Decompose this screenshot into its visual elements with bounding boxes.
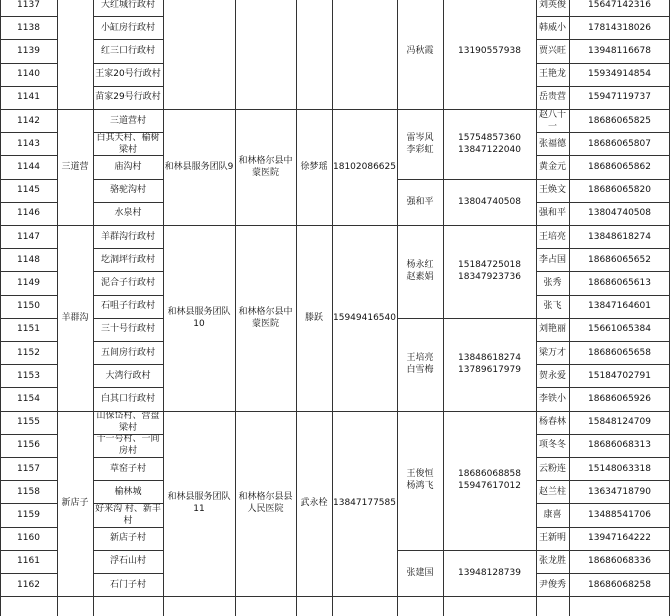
village-leader-phone: 15848124709 — [588, 417, 651, 428]
table-hline — [93, 16, 163, 17]
village-leader: 贾兴旺 — [538, 45, 566, 56]
member-phones: 15754857360 13847122040 — [458, 132, 521, 155]
village-name: 圪洞坪行政村 — [100, 254, 155, 265]
table-hline — [93, 225, 163, 226]
village-leader-phone: 18686065820 — [588, 185, 651, 196]
village-name: 浮石山村 — [109, 556, 146, 567]
village-leader-phone: 17814318026 — [588, 22, 651, 33]
table-hline — [536, 295, 670, 296]
village-name: 红三口行政村 — [100, 45, 155, 56]
table-hline — [536, 364, 670, 365]
row-number: 1151 — [17, 324, 40, 335]
row-number: 1137 — [17, 0, 40, 10]
member-names: 张建国 — [406, 567, 434, 578]
village-leader: 王焕文 — [538, 185, 566, 196]
table-hline — [536, 411, 670, 412]
village-leader: 张龙胜 — [538, 556, 566, 567]
service-team: 和林县服务团队9 — [164, 162, 234, 172]
village-leader: 强和平 — [538, 208, 566, 219]
service-team: 和林县服务团队 11 — [167, 492, 231, 515]
town-name: 羊群沟 — [61, 312, 89, 323]
village-leader-phone: 13634718790 — [588, 486, 651, 497]
village-name: 五间房行政村 — [100, 347, 155, 358]
table-hline — [536, 341, 670, 342]
village-name: 羊群沟行政村 — [100, 231, 155, 242]
village-leader: 刘艳丽 — [538, 324, 566, 335]
member-names: 王培亮 白雪梅 — [406, 353, 434, 376]
row-number: 1141 — [17, 92, 40, 103]
member-names: 冯秋霞 — [406, 46, 434, 56]
village-leader-phone: 18686065807 — [588, 138, 651, 149]
table-hline — [536, 179, 670, 180]
row-number: 1159 — [17, 509, 40, 520]
member-names: 杨永红 赵素娟 — [406, 260, 434, 283]
table-hline — [57, 109, 93, 110]
row-number: 1145 — [17, 185, 40, 196]
village-leader-phone: 18686065926 — [588, 393, 651, 404]
doctor-phone: 15949416540 — [333, 312, 396, 323]
table-hline — [536, 202, 670, 203]
row-number: 1162 — [17, 579, 40, 590]
table-hline — [536, 109, 670, 110]
table-hline — [397, 179, 536, 180]
table-vline — [0, 0, 1, 616]
village-leader: 杨春林 — [538, 417, 566, 428]
village-leader-phone: 18686068313 — [588, 440, 651, 451]
village-leader-phone: 15647142316 — [588, 0, 651, 10]
village-leader-phone: 18686065825 — [588, 115, 651, 126]
table-hline — [536, 132, 670, 133]
row-number: 1156 — [17, 440, 40, 451]
table-hline — [93, 527, 163, 528]
row-number: 1142 — [17, 115, 40, 126]
village-leader-phone: 18686065862 — [588, 161, 651, 172]
table-hline — [0, 550, 57, 551]
table-hline — [536, 434, 670, 435]
table-hline — [536, 16, 670, 17]
village-leader: 王新明 — [538, 533, 566, 544]
village-leader-phone: 18686065658 — [588, 347, 651, 358]
table-hline — [397, 225, 536, 226]
member-phones: 15184725018 18347923736 — [458, 260, 521, 283]
table-hline — [536, 550, 670, 551]
row-number: 1148 — [17, 254, 40, 265]
village-leader-phone: 15934914854 — [588, 69, 651, 80]
village-leader: 岳贵营 — [538, 92, 566, 103]
village-leader-phone: 15148063318 — [588, 463, 651, 474]
hospital-name — [235, 0, 296, 109]
table-vline — [296, 0, 297, 616]
village-leader: 王艳龙 — [538, 69, 566, 80]
village-leader-phone: 18686065652 — [588, 254, 651, 265]
table-hline — [0, 86, 57, 87]
table-hline — [0, 411, 57, 412]
village-name: 十一号村、一间 房村 — [96, 434, 160, 457]
village-name: 好来沟 村、新丰 村 — [95, 503, 161, 526]
village-name: 三十号行政村 — [100, 324, 155, 335]
member-names: 强和平 — [406, 196, 434, 207]
table-hline — [0, 480, 57, 481]
table-vline — [332, 0, 333, 616]
table-hline — [163, 225, 397, 226]
table-hline — [93, 411, 163, 412]
table-hline — [93, 457, 163, 458]
table-hline — [0, 527, 57, 528]
table-hline — [0, 109, 57, 110]
table-hline — [0, 63, 57, 64]
village-name: 石门子村 — [109, 579, 146, 590]
table-hline — [0, 596, 57, 597]
row-number: 1143 — [17, 138, 40, 149]
doctor-name: 徐梦瑶 — [300, 162, 328, 172]
village-leader: 贺永爱 — [538, 370, 566, 381]
row-number: 1152 — [17, 347, 40, 358]
row-number: 1150 — [17, 301, 40, 312]
row-number: 1153 — [17, 370, 40, 381]
table-hline — [57, 411, 93, 412]
row-number: 1140 — [17, 69, 40, 80]
table-hline — [536, 503, 670, 504]
table-hline — [93, 596, 163, 597]
table-hline — [536, 225, 670, 226]
table-hline — [0, 155, 57, 156]
table-hline — [0, 132, 57, 133]
village-leader-phone: 13948116678 — [588, 45, 651, 56]
village-name: 草窑子村 — [109, 463, 146, 474]
row-number: 1158 — [17, 486, 40, 497]
village-name: 庙沟村 — [114, 161, 142, 172]
village-leader: 李占国 — [538, 254, 566, 265]
table-hline — [0, 39, 57, 40]
row-number: 1144 — [17, 161, 40, 172]
village-name: 榆林城 — [114, 486, 142, 497]
village-leader: 项冬冬 — [538, 440, 566, 451]
table-hline — [397, 318, 536, 319]
village-leader: 李铁小 — [538, 393, 566, 404]
table-hline — [536, 63, 670, 64]
village-name: 泥合子行政村 — [100, 277, 155, 288]
table-vline — [569, 0, 570, 616]
table-hline — [93, 341, 163, 342]
table-hline — [93, 503, 163, 504]
table-hline — [0, 16, 57, 17]
table-hline — [0, 179, 57, 180]
table-hline — [93, 109, 163, 110]
table-hline — [0, 248, 57, 249]
table-hline — [0, 364, 57, 365]
table-hline — [93, 480, 163, 481]
table-hline — [397, 550, 536, 551]
member-phones: 13190557938 — [458, 46, 521, 56]
village-name: 山保岱村、营盘 梁村 — [96, 411, 160, 434]
village-name: 三道营村 — [109, 115, 146, 126]
village-name: 苗家29号行政村 — [95, 92, 161, 103]
village-leader: 梁万才 — [538, 347, 566, 358]
table-hline — [0, 271, 57, 272]
row-number: 1146 — [17, 208, 40, 219]
table-vline — [93, 0, 94, 616]
row-number: 1160 — [17, 533, 40, 544]
village-name: 白其天村、榆树 梁村 — [96, 132, 160, 155]
member-names: 雷岑风 李彩虹 — [406, 132, 434, 155]
table-hline — [536, 596, 670, 597]
doctor-phone: 18102086625 — [333, 162, 396, 172]
table-hline — [536, 573, 670, 574]
table-hline — [397, 109, 536, 110]
village-leader: 张福德 — [538, 138, 566, 149]
table-hline — [93, 364, 163, 365]
village-leader-phone: 18686068336 — [588, 556, 651, 567]
table-hline — [163, 109, 397, 110]
table-vline — [57, 0, 58, 616]
table-hline — [536, 318, 670, 319]
table-hline — [93, 318, 163, 319]
table-hline — [93, 86, 163, 87]
village-leader: 赵八十 一 — [538, 109, 566, 132]
table-hline — [536, 86, 670, 87]
doctor-name — [296, 0, 332, 109]
table-hline — [93, 248, 163, 249]
table-hline — [536, 527, 670, 528]
table-hline — [0, 318, 57, 319]
table-hline — [93, 132, 163, 133]
village-leader: 张飞 — [543, 301, 562, 312]
table-hline — [0, 295, 57, 296]
village-name: 新店子村 — [109, 533, 146, 544]
table-hline — [93, 202, 163, 203]
service-team: 和林县服务团队 10 — [167, 306, 231, 329]
village-leader: 康喜 — [543, 509, 562, 520]
village-leader-phone: 13804740508 — [588, 208, 651, 219]
table-hline — [93, 179, 163, 180]
table-hline — [536, 480, 670, 481]
table-hline — [93, 550, 163, 551]
table-hline — [536, 457, 670, 458]
village-leader: 王培亮 — [538, 231, 566, 242]
table-vline — [536, 0, 537, 616]
table-hline — [57, 596, 93, 597]
table-vline — [163, 0, 164, 616]
table-hline — [93, 573, 163, 574]
village-leader-phone: 13947164222 — [588, 533, 651, 544]
table-hline — [536, 387, 670, 388]
row-number: 1157 — [17, 463, 40, 474]
member-names: 王俊恒 杨鸿飞 — [406, 469, 434, 492]
village-leader-phone: 13488541706 — [588, 509, 651, 520]
table-hline — [93, 271, 163, 272]
table-hline — [0, 457, 57, 458]
member-phones: 13804740508 — [458, 196, 521, 207]
doctor-phone: 13847177585 — [333, 498, 396, 509]
village-leader: 黄金元 — [538, 161, 566, 172]
village-leader-phone: 18686065613 — [588, 277, 651, 288]
table-vline — [397, 0, 398, 616]
village-leader: 刘英俊 — [538, 0, 566, 10]
row-number: 1154 — [17, 393, 40, 404]
row-number: 1138 — [17, 22, 40, 33]
table-hline — [536, 271, 670, 272]
village-name: 骆驼沟村 — [109, 185, 146, 196]
row-number: 1155 — [17, 417, 40, 428]
village-leader-phone: 15184702791 — [588, 370, 651, 381]
town-name: 三道营 — [61, 162, 89, 172]
table-hline — [93, 295, 163, 296]
village-name: 石咀子行政村 — [100, 301, 155, 312]
table-hline — [93, 387, 163, 388]
service-team — [163, 0, 235, 109]
table-vline — [235, 0, 236, 616]
town-name — [57, 0, 93, 109]
village-leader-phone: 13848618274 — [588, 231, 651, 242]
row-number: 1161 — [17, 556, 40, 567]
hospital-name: 和林格尔县县 人民医院 — [238, 492, 293, 515]
table-hline — [536, 155, 670, 156]
table-vline — [443, 0, 444, 616]
village-leader: 张秀 — [543, 277, 562, 288]
village-name: 王家20号行政村 — [95, 69, 161, 80]
village-leader: 云粉连 — [538, 463, 566, 474]
village-leader-phone: 13847164601 — [588, 301, 651, 312]
table-hline — [0, 503, 57, 504]
village-leader-phone: 18686068258 — [588, 579, 651, 590]
table-hline — [0, 202, 57, 203]
village-leader-phone: 15661065384 — [588, 324, 651, 335]
table-hline — [397, 596, 536, 597]
table-hline — [0, 225, 57, 226]
table-hline — [93, 63, 163, 64]
row-number: 1149 — [17, 277, 40, 288]
table-hline — [163, 411, 397, 412]
doctor-phone — [332, 0, 397, 109]
village-name: 白其口行政村 — [100, 393, 155, 404]
village-name: 水泉村 — [114, 208, 142, 219]
village-name: 大红城行政村 — [100, 0, 155, 10]
row-number: 1139 — [17, 45, 40, 56]
table-hline — [0, 434, 57, 435]
table-hline — [536, 248, 670, 249]
doctor-name: 武永栓 — [300, 498, 328, 509]
village-leader: 赵兰柱 — [538, 486, 566, 497]
table-hline — [57, 225, 93, 226]
village-leader: 尹俊秀 — [538, 579, 566, 590]
village-leader-phone: 15947119737 — [588, 92, 651, 103]
table-hline — [93, 155, 163, 156]
hospital-name: 和林格尔县中 蒙医院 — [238, 306, 293, 329]
village-name: 大湾行政村 — [105, 370, 151, 381]
table-hline — [536, 39, 670, 40]
table-hline — [93, 39, 163, 40]
row-number: 1147 — [17, 231, 40, 242]
member-phones: 18686068858 15947617012 — [458, 469, 521, 492]
member-phones: 13948128739 — [458, 567, 521, 578]
village-name: 小缸房行政村 — [100, 22, 155, 33]
table-hline — [397, 411, 536, 412]
table-hline — [0, 341, 57, 342]
table-hline — [0, 573, 57, 574]
doctor-name: 滕跃 — [304, 312, 323, 323]
town-name: 新店子 — [61, 498, 89, 509]
table-hline — [93, 434, 163, 435]
member-phones: 13848618274 13789617979 — [458, 353, 521, 376]
table-hline — [163, 596, 397, 597]
village-leader: 韩威小 — [538, 22, 566, 33]
table-hline — [0, 387, 57, 388]
hospital-name: 和林格尔县中 蒙医院 — [238, 156, 293, 178]
